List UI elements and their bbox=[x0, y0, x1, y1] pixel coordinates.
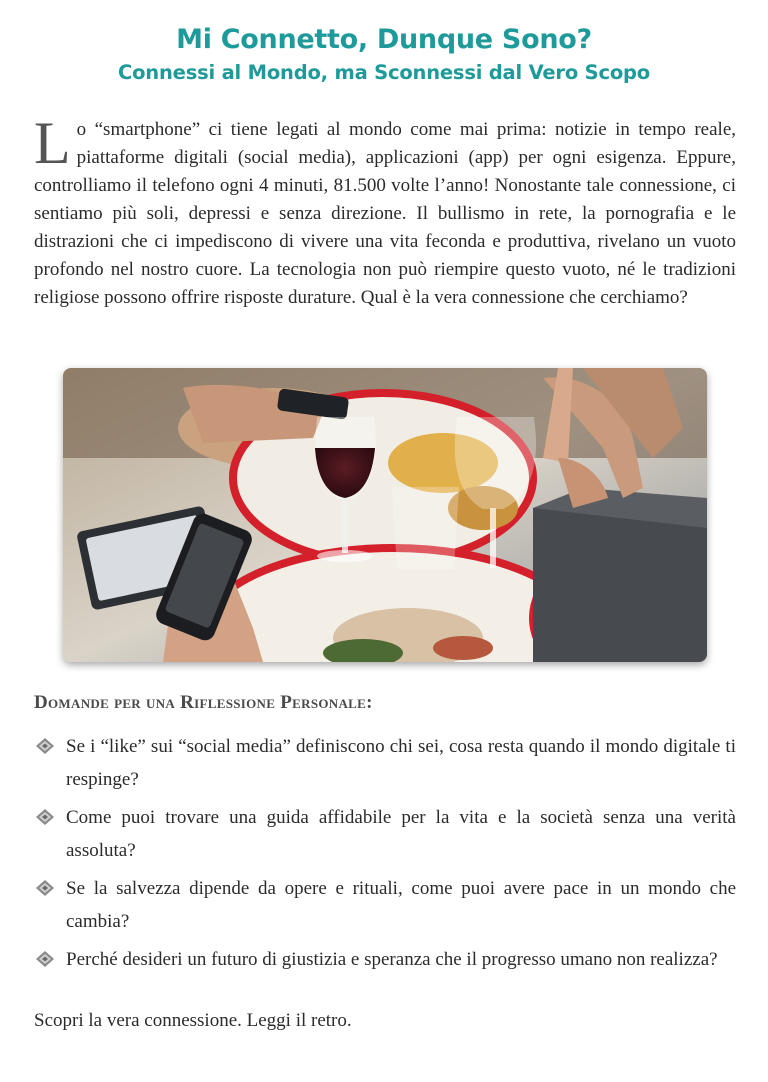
feather-diamond-icon bbox=[34, 807, 56, 827]
list-item bbox=[34, 943, 736, 976]
question-list bbox=[34, 730, 736, 981]
section-heading: Domande per una Riflessione Personale: bbox=[34, 692, 373, 713]
intro-paragraph bbox=[34, 110, 736, 312]
question-text: Come puoi trovare una guida affidabile per la vita e la società senza una verità assoluta? bbox=[66, 807, 736, 861]
intro-text: o “smartphone” ci tiene legati al mondo come mai prima: notizie in tempo reale, piattaforme digitali (social media), applicazioni (app) per ogni esigenza. Eppure, controlliamo il telefono ogni 4 minuti, 81.500 volte l’anno! Nonostante tale connessione, ci sentiamo più soli, depressi e senza direzione. Il bullismo in rete, la pornografia e le distrazioni che ci impediscono di vivere una vita feconda e produttiva, rivelano un vuoto profondo nel nostro cuore. La tecnologia non può riempire questo vuoto, né le tradizioni religiose possono offrire risposte durature. Qual è la vera connessione che cerchiamo? bbox=[34, 119, 736, 308]
feather-diamond-icon bbox=[34, 878, 56, 898]
dropcap-letter: L bbox=[34, 110, 71, 176]
list-item bbox=[34, 730, 736, 796]
page-subtitle: Connessi al Mondo, ma Sconnessi dal Vero Scopo bbox=[118, 61, 650, 84]
question-text: Perché desideri un futuro di giustizia e speranza che il progresso umano non realizza? bbox=[66, 949, 718, 970]
question-text: Se la salvezza dipende da opere e rituali, come puoi avere pace in un mondo che cambia? bbox=[66, 878, 736, 932]
dining-smartphones-photo bbox=[63, 368, 707, 662]
page-title: Mi Connetto, Dunque Sono? bbox=[176, 24, 592, 55]
question-text: Se i “like” sui “social media” definiscono chi sei, cosa resta quando il mondo digitale ti respinge? bbox=[66, 736, 736, 790]
feather-diamond-icon bbox=[34, 736, 56, 756]
list-item bbox=[34, 801, 736, 867]
list-item bbox=[34, 872, 736, 938]
closing-line: Scopri la vera connessione. Leggi il retro. bbox=[34, 1010, 352, 1031]
feather-diamond-icon bbox=[34, 949, 56, 969]
